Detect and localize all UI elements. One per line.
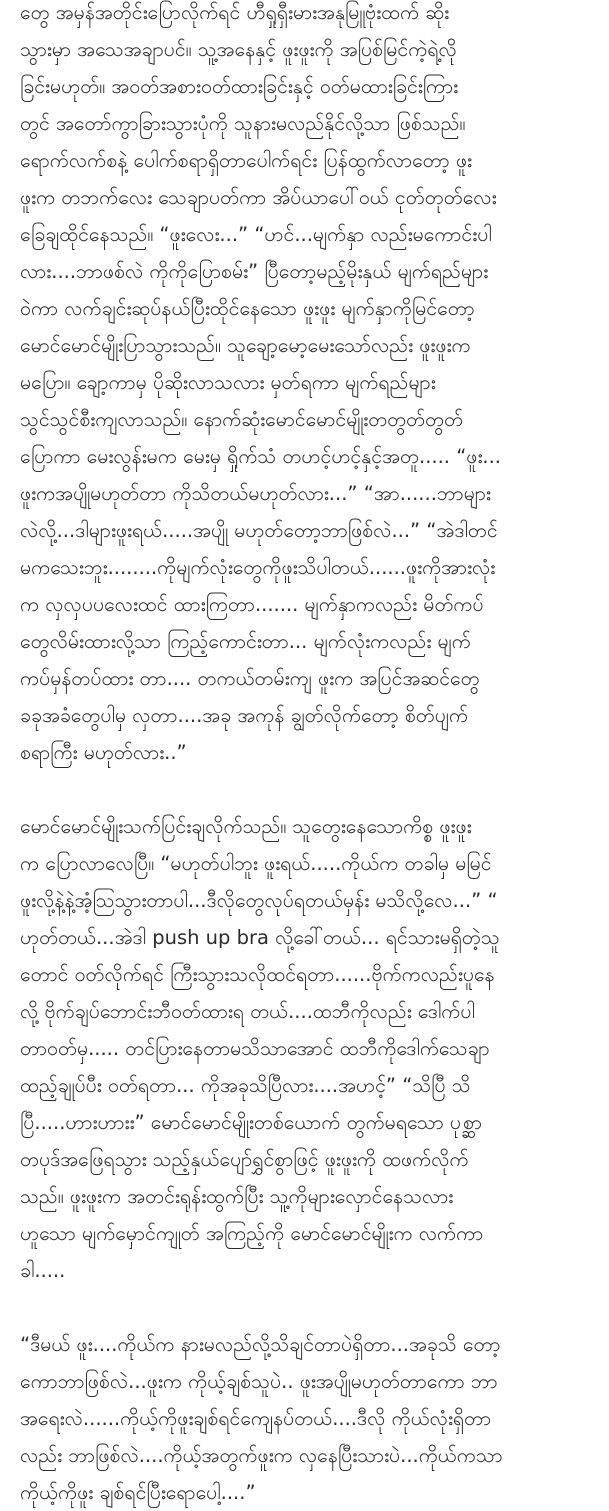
story-line: လား....ဘာဖစ်လဲ ကိုကိုပြောစမ်း” ပြီတော့မည့်မိုးနှယ် မျက်ရည်များ <box>20 260 489 283</box>
story-line: သွင်သွင်စီးကျလာသည်။ နောက်ဆုံးမောင်မောင်မျိုးတတွတ်တွတ် <box>20 408 464 431</box>
paragraph-gap <box>20 1289 591 1326</box>
paragraph-gap <box>20 771 591 808</box>
story-line: ခါ..... <box>20 1259 66 1282</box>
story-line: ဖူးကအပျိုမဟုတ်တာ ကိုသိတယ်မဟုတ်လား...” “အာ......ဘာများ <box>20 482 491 505</box>
story-line: ခြေချထိုင်နေသည်။ “ဖူးလေး...” “ဟင်...မျက်နှာ လည်းမကောင်းပါ <box>20 223 492 246</box>
story-paragraph <box>20 808 591 1289</box>
story-line: တပုဒ်အဖြေရသွား သည့်နှယ်ပျော်ရွှင်စွာဖြင့် ဖူးဖူးကို ထဖက်လိုက် <box>20 1148 469 1171</box>
story-line: ကိုယ့်ကိုဖူး ချစ်ရင်ပြီးရောပေါ့....” <box>20 1481 256 1504</box>
story-line: သည်။ ဖူးဖူးက အတင်းရုန်းထွက်ပြီး သူ့ကိုများလှောင်နေသလား <box>20 1185 454 1208</box>
story-line: သွားမှာ အသေအချာပင်။ သူ့အနေနှင့် ဖူးဖူးကို အပြစ်မြင်ကဲ့ရဲ့လို <box>20 38 457 61</box>
story-line: ပြောကာ မေးလွန်းမက မေးမှ ရှိုက်သံ တဟင့်ဟင့်နှင့်အတူ..... “ဖူး... <box>20 445 501 468</box>
story-line: ဖူးက တဘက်လေး သေချာပတ်ကာ အိပ်ယာပေါ်ဝယ် ငုတ်တုတ်လေး <box>20 186 497 209</box>
story-line: လည်း ဘာဖြစ်လဲ....ကိုယ့်အတွက်ဖူးက လှနေပြီးသားပဲ...ကိုယ်ကသာ <box>20 1444 503 1467</box>
story-line: ခခုအခံတွေပါမှ လှတာ....အခု အကုန် ချွတ်လိုက်တော့ စိတ်ပျက် <box>20 704 469 727</box>
story-line: တာဝတ်မှ..... တင်ပြားနေတာမသိသာအောင် ထဘီကိုဒေါက်သေချာ <box>20 1037 490 1060</box>
story-line: မကသေးဘူး........ကိုမျက်လုံးတွေကိုဖူးသိပါတယ်......ဖူးကိုအားလုံး <box>20 556 496 579</box>
story-line: လဲလို့...ဒါများဖူးရယ်.....အပျို မဟုတ်တော့ဘာဖြစ်လဲ...” “အဲဒါတင် <box>20 519 498 542</box>
story-line: စရာကြီး မဟုတ်လား..” <box>20 741 187 764</box>
story-line: ခြင်းမဟုတ်။ အဝတ်အစားဝတ်ထားခြင်းနှင့် ဝတ်မထားခြင်းကြား <box>20 75 459 98</box>
story-line: တောင် ဝတ်လိုက်ရင် ကြီးသွားသလိုထင်ရတာ......ဗိုက်ကလည်းပူနေ <box>20 963 495 986</box>
story-line: ကပ်မှန်တပ်ထား တာ.... တကယ်တမ်းကျ ဖူးက အပြင်အဆင်တွေ <box>20 667 480 690</box>
story-line: တွေလိမ်းထားလို့သာ ကြည့်ကောင်းတာ... မျက်လုံးကလည်း မျက် <box>20 630 471 653</box>
story-line: “ဒီမယ် ဖူး....ကိုယ်က နားမလည်လို့သိချင်တာပဲရှိတာ...အခုသိ တော့ <box>20 1333 501 1356</box>
story-line: လို့ ဗိုက်ချပ်ဘောင်းဘီဝတ်ထားရ တယ်....ထဘီကိုလည်း ဒေါက်ပါ <box>20 1000 475 1023</box>
story-line: ရောက်လက်စနဲ့ ပေါက်စရာရှိတာပေါက်ရင်း ပြန်ထွက်လာတော့ ဖူး <box>20 149 472 172</box>
story-line: ထည့်ချုပ်ပီး ဝတ်ရတာ... ကိုအခုသိပြီလား....အဟင့်” “သိပြီ သိ <box>20 1074 471 1097</box>
story-line: မောင်မောင်မျိုးသက်ပြင်းချလိုက်သည်။ သူတွေးနေသောကိစ္စ ဖူးဖူး <box>20 815 472 838</box>
story-line: ဝဲကာ လက်ချင်းဆုပ်နယ်ပြီးထိုင်နေသော ဖူးဖူး မျက်နှာကိုမြင်တော့ <box>20 297 475 320</box>
story-line: ကောဘာဖြစ်လဲ...ဖူးက ကိုယ့်ချစ်သူပဲ.. ဖူးအပျိုမဟုတ်တာကော ဘာ <box>20 1370 498 1393</box>
story-line: တွင် အတော်ကွာခြားသွားပုံကို သူနားမလည်နိုင်လို့သာ ဖြစ်သည်။ <box>20 112 466 135</box>
story-line: မပြော။ ချော့ကာမှ ပိုဆိုးလာသလား မှတ်ရကာ မျက်ရည်များ <box>20 371 436 394</box>
story-line: ဖူးလို့နဲ့နဲ့အံ့သြသွားတာပါ...ဒီလိုတွေလုပ်ရတယ်မှန်း မသိလို့လေ...” “ <box>20 889 498 912</box>
story-line: တွေ အမှန်အတိုင်းပြောလိုက်ရင် ဟီရှုရှီးမားအနုမြူဗုံးထက် ဆိုး <box>20 1 450 24</box>
story-text <box>20 0 591 1511</box>
story-line: က လှလှပပလေးထင် ထားကြတာ....... မျက်နှာကလည်း မိတ်ကပ် <box>20 593 484 616</box>
story-line: မောင်မောင်မျိုးပြာသွားသည်။ သူချော့မော့မေးသော်လည်း ဖူးဖူးက <box>20 334 471 357</box>
story-paragraph <box>20 0 591 771</box>
story-line: ဟူသော မျက်မှောင်ကျုတ် အကြည့်ကို မောင်မောင်မျိုးက လက်ကာ <box>20 1222 484 1245</box>
story-line: က ပြောလာလေပြီ။ “မဟုတ်ပါဘူး ဖူးရယ်.....ကိုယ်က တခါမှ မမြင် <box>20 852 492 875</box>
story-line: ဟုတ်တယ်...အဲဒါ push up bra လို့ခေါ်တယ်... ရင်သားမရှိတဲ့သူ <box>20 926 500 949</box>
story-line: ပြီ.....ဟားဟားး” မောင်မောင်မျိုးတစ်ယောက် တွက်မရသော ပုစ္ဆာ <box>20 1111 483 1134</box>
story-paragraph <box>20 1326 591 1511</box>
story-line: အရေးလဲ......ကိုယ့်ကိုဖူးချစ်ရင်ကျေနပ်တယ်....ဒီလို ကိုယ်လုံးရှိတာ <box>20 1407 492 1430</box>
